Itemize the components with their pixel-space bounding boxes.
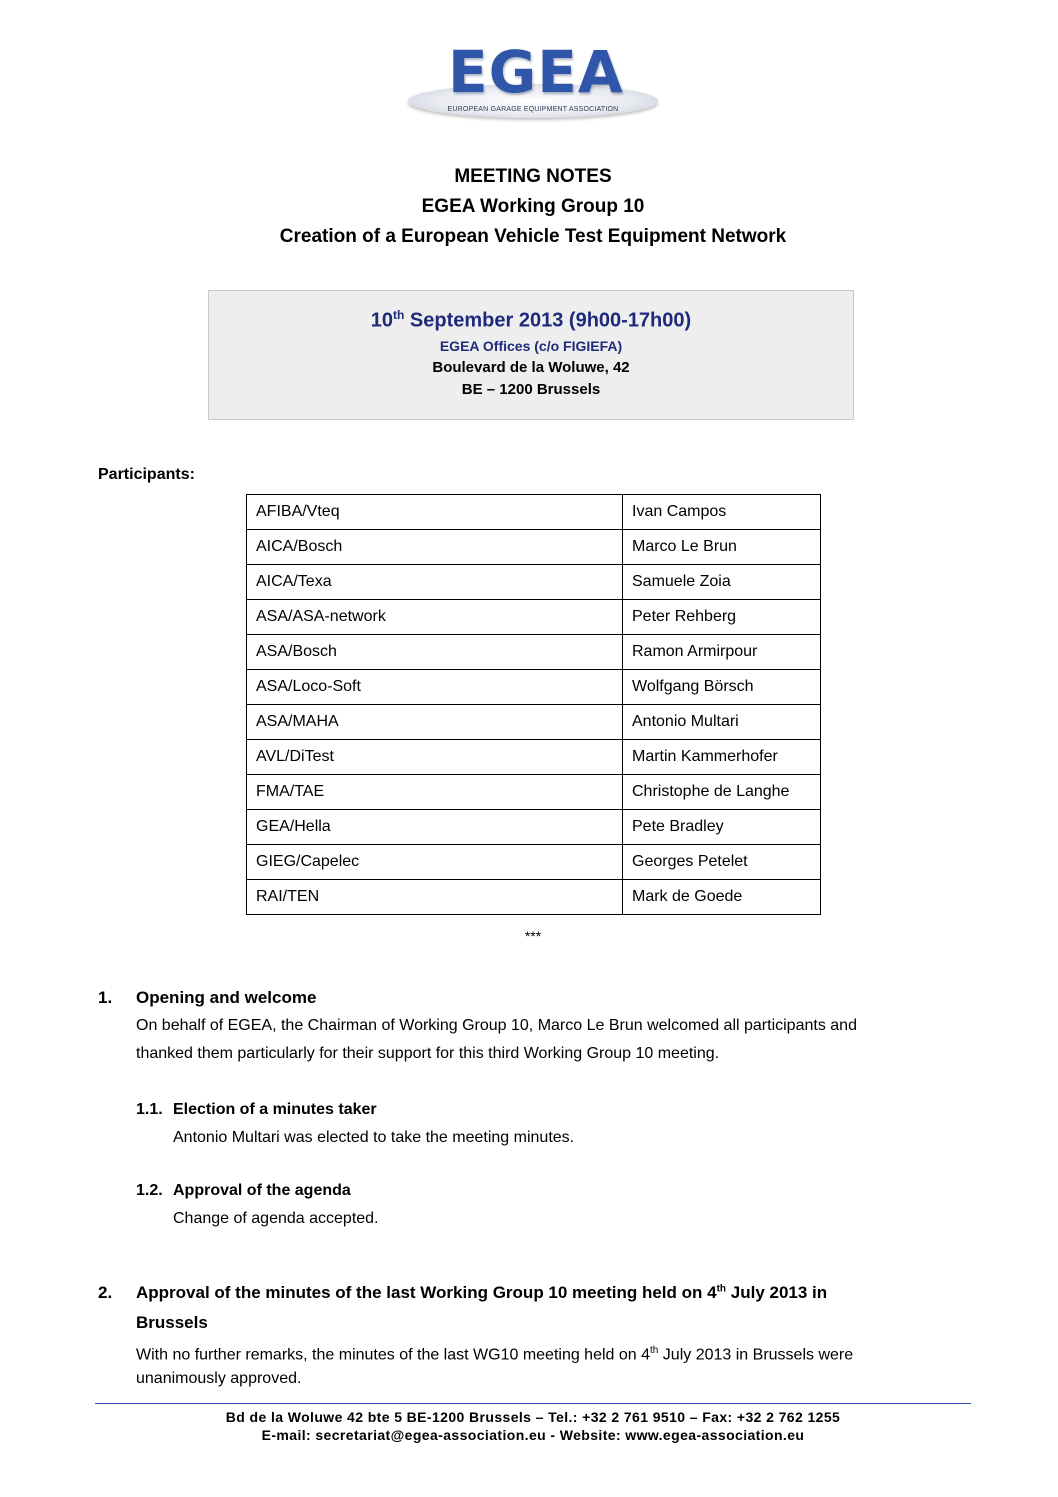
participant-org: RAI/TEN — [247, 880, 623, 915]
title-working-group: EGEA Working Group 10 — [421, 196, 645, 217]
section-2-body-line2: unanimously approved. — [136, 1370, 302, 1387]
table-row — [247, 635, 821, 670]
participants-label: Participants: — [98, 466, 195, 483]
section-1-1-number: 1.1. — [136, 1101, 163, 1118]
participant-name: Antonio Multari — [623, 705, 821, 740]
participant-org: ASA/Bosch — [247, 635, 623, 670]
participant-org: ASA/MAHA — [247, 705, 623, 740]
section-1-2-number: 1.2. — [136, 1182, 163, 1199]
title-meeting-notes: MEETING NOTES — [454, 166, 612, 187]
date-day: 10 — [370, 309, 394, 332]
table-row — [247, 880, 821, 915]
table-row — [247, 845, 821, 880]
table-row — [247, 530, 821, 565]
section-2-heading-line2: Brussels — [136, 1313, 208, 1332]
meeting-address-line1: Boulevard de la Woluwe, 42 — [432, 358, 630, 376]
participant-name: Georges Petelet — [623, 845, 821, 880]
participant-name: Marco Le Brun — [623, 530, 821, 565]
participant-org: AFIBA/Vteq — [247, 495, 623, 530]
section-2-heading-line1 — [136, 1283, 827, 1303]
section-2-body-part2: July 2013 in Brussels were — [658, 1346, 854, 1364]
table-row — [247, 495, 821, 530]
participant-name: Samuele Zoia — [623, 565, 821, 600]
meeting-info-box — [208, 290, 854, 420]
page-footer — [0, 1408, 1058, 1444]
participant-org: FMA/TAE — [247, 775, 623, 810]
meeting-date — [209, 301, 853, 335]
participants-table — [246, 494, 821, 915]
section-1-heading: Opening and welcome — [136, 988, 317, 1007]
section-1-body-line1: On behalf of EGEA, the Chairman of Working Group 10, Marco Le Brun welcomed all participants and — [136, 1017, 857, 1034]
title-subject: Creation of a European Vehicle Test Equipment Network — [279, 226, 787, 247]
participant-name: Pete Bradley — [623, 810, 821, 845]
meeting-office: EGEA Offices (c/o FIGIEFA) — [439, 337, 623, 354]
footer-contact: E-mail: secretariat@egea-association.eu - Website: www.egea-association.eu — [261, 1427, 805, 1443]
egea-logo — [408, 40, 660, 122]
date-rest: September 2013 (9h00-17h00) — [404, 309, 692, 332]
section-1-1-heading: Election of a minutes taker — [173, 1101, 377, 1118]
section-2-heading-part1: Approval of the minutes of the last Working Group 10 meeting held on 4 — [136, 1283, 717, 1302]
document-titles — [0, 162, 1058, 252]
participant-name: Ramon Armirpour — [623, 635, 821, 670]
participant-org: GEA/Hella — [247, 810, 623, 845]
section-2-number: 2. — [98, 1283, 113, 1302]
table-row — [247, 775, 821, 810]
participant-org: AICA/Bosch — [247, 530, 623, 565]
separator-stars: *** — [524, 928, 542, 944]
logo-text: EGEA — [448, 38, 624, 106]
section-2-body-part1: With no further remarks, the minutes of the last WG10 meeting held on 4 — [136, 1346, 651, 1364]
date-suffix: th — [393, 308, 405, 322]
section-1-2-heading: Approval of the agenda — [173, 1182, 351, 1199]
section-2-body-sup: th — [650, 1345, 659, 1356]
participant-org: AICA/Texa — [247, 565, 623, 600]
participant-org: AVL/DiTest — [247, 740, 623, 775]
table-row — [247, 810, 821, 845]
participant-org: ASA/ASA-network — [247, 600, 623, 635]
section-1-number: 1. — [98, 988, 113, 1007]
section-1-1-body: Antonio Multari was elected to take the meeting minutes. — [173, 1129, 575, 1146]
footer-address: Bd de la Woluwe 42 bte 5 BE-1200 Brussels – Tel.: +32 2 761 9510 – Fax: +32 2 762 1255 — [225, 1409, 841, 1425]
section-2-heading-sup: th — [716, 1283, 727, 1295]
table-row — [247, 705, 821, 740]
participant-org: GIEG/Capelec — [247, 845, 623, 880]
logo-subtitle: EUROPEAN GARAGE EQUIPMENT ASSOCIATION — [447, 106, 619, 113]
table-row — [247, 600, 821, 635]
footer-divider — [95, 1403, 971, 1404]
participant-name: Christophe de Langhe — [623, 775, 821, 810]
participant-name: Ivan Campos — [623, 495, 821, 530]
participant-name: Peter Rehberg — [623, 600, 821, 635]
section-2-heading-part2: July 2013 in — [726, 1283, 828, 1302]
table-row — [247, 565, 821, 600]
participant-name: Martin Kammerhofer — [623, 740, 821, 775]
participant-org: ASA/Loco-Soft — [247, 670, 623, 705]
section-1-body-line2: thanked them particularly for their support for this third Working Group 10 meeting. — [136, 1045, 720, 1062]
participant-name: Mark de Goede — [623, 880, 821, 915]
section-1-2-body: Change of agenda accepted. — [173, 1210, 379, 1227]
table-row — [247, 740, 821, 775]
meeting-address-line2: BE – 1200 Brussels — [461, 380, 601, 398]
table-row — [247, 670, 821, 705]
participant-name: Wolfgang Börsch — [623, 670, 821, 705]
